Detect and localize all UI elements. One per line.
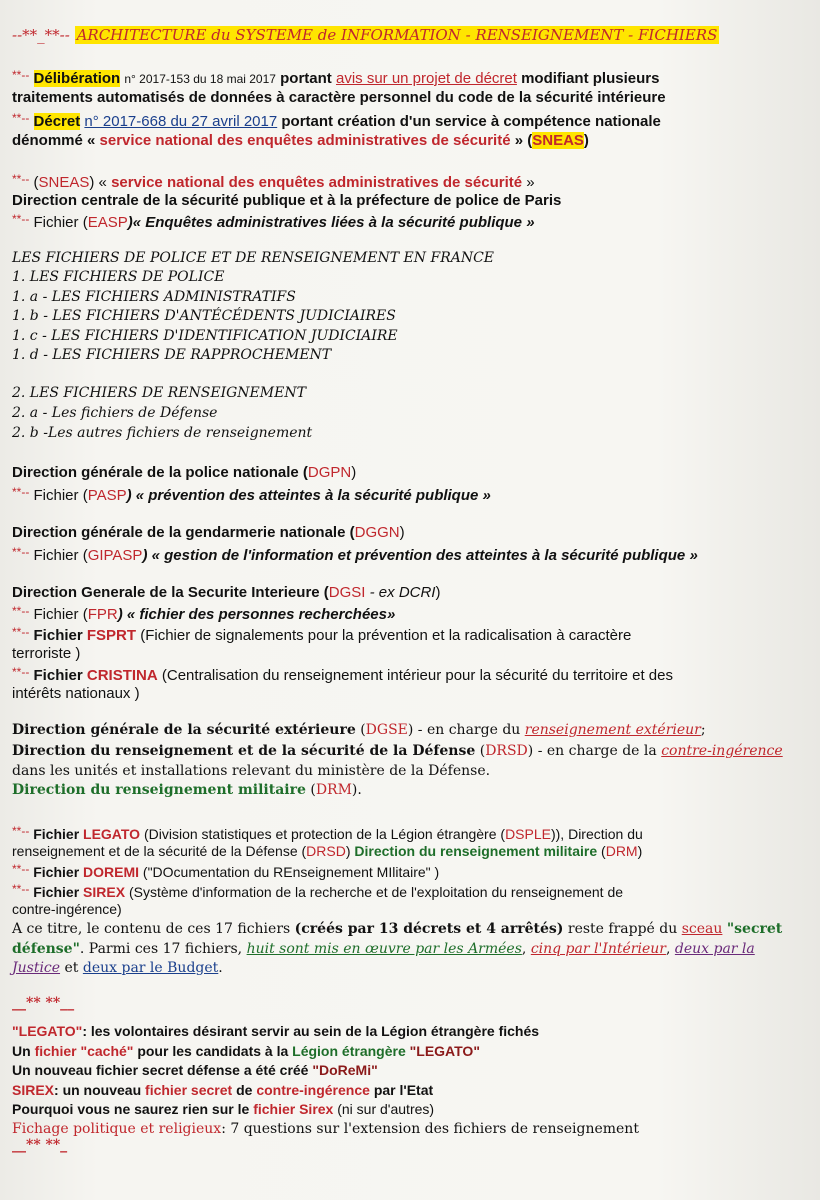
summary-line1: A ce titre, le contenu de ces 17 fichiers (créés par 13 décrets et 4 arrêtés) reste frappé du sceau "secret <box>12 921 783 937</box>
renseignement-exterieur-link[interactable]: renseignement extérieur <box>524 722 701 738</box>
outline-item: 2. a - Les fichiers de Défense <box>12 405 218 421</box>
legato-hidden-headline[interactable]: Un fichier "caché" pour les candidats à la Légion étrangère "LEGATO" <box>12 1043 480 1059</box>
dgsi-title: Direction Generale de la Securite Interieure (DGSI - ex DCRI) <box>12 584 441 601</box>
sirex-line: **-- Fichier SIREX (Système d'information de la recherche et de l'exploitation du renseignement de <box>12 882 624 900</box>
drsd-line: Direction du renseignement et de la sécurité de la Défense (DRSD) - en charge de la contre-ingérence <box>12 743 783 759</box>
sirex-why-headline[interactable]: Pourquoi vous ne saurez rien sur le fichier Sirex (ni sur d'autres) <box>12 1101 435 1117</box>
gipasp-line: **-- Fichier (GIPASP) « gestion de l'information et prévention des atteintes à la sécurité publique » <box>12 545 698 564</box>
sneas-acronym: SNEAS <box>532 132 584 149</box>
sneas-direction: Direction centrale de la sécurité publique et à la préfecture de police de Paris <box>12 192 562 209</box>
sirex-line2: contre-ingérence) <box>12 901 122 917</box>
legato-headline[interactable]: "LEGATO": les volontaires désirant servir au sein de la Légion étrangère fichés <box>12 1023 540 1039</box>
legato-line2: renseignement et de la sécurité de la Défense (DRSD) Direction du renseignement militaire (DRM) <box>12 843 643 859</box>
doremi-headline[interactable]: Un nouveau fichier secret défense a été créé "DoReMi" <box>12 1062 378 1078</box>
decret-link[interactable]: n° 2017-668 du 27 avril 2017 <box>84 113 278 130</box>
fichage-headline[interactable]: Fichage politique et religieux: 7 questions sur l'extension des fichiers de renseignement <box>12 1121 639 1137</box>
sceau-link[interactable]: sceau <box>681 921 723 937</box>
footer-separator: __** **__ <box>12 995 75 1011</box>
deliberation-link[interactable]: avis sur un projet de décret <box>335 70 517 87</box>
dggn-title: Direction générale de la gendarmerie nationale (DGGN) <box>12 524 405 541</box>
pasp-line: **-- Fichier (PASP) « prévention des atteintes à la sécurité publique » <box>12 485 491 504</box>
dgpn-title: Direction générale de la police nationale (DGPN) <box>12 464 357 481</box>
drm-line: Direction du renseignement militaire (DRM). <box>12 782 362 798</box>
outline-item: 1. c - LES FICHIERS D'IDENTIFICATION JUDICIAIRE <box>12 328 398 344</box>
contre-ingerence-link[interactable]: contre-ingérence <box>661 743 783 759</box>
easp-line: **-- Fichier (EASP)« Enquêtes administratives liées à la sécurité publique » <box>12 212 535 231</box>
outline-item: 1. LES FICHIERS DE POLICE <box>12 269 225 285</box>
decret-line: **-- Décret n° 2017-668 du 27 avril 2017 portant création d'un service à compétence nationale <box>12 111 661 130</box>
sneas-line: **-- (SNEAS) « service national des enquêtes administratives de sécurité » <box>12 172 535 191</box>
cristina-line2: intérêts nationaux ) <box>12 685 140 702</box>
header-separator: --**_**-- <box>12 26 70 44</box>
outline-item: 1. a - LES FICHIERS ADMINISTRATIFS <box>12 289 296 305</box>
interieur-link[interactable]: cinq par l'Intérieur <box>530 941 666 957</box>
fsprt-line2: terroriste ) <box>12 645 81 662</box>
deliberation-line2: traitements automatisés de données à caractère personnel du code de la sécurité intérieure <box>12 89 666 106</box>
outline-item: 1. d - LES FICHIERS DE RAPPROCHEMENT <box>12 347 332 363</box>
doremi-line: **-- Fichier DOREMI ("DOcumentation du REnseignement MIlitaire" ) <box>12 862 440 880</box>
outline-title: LES FICHIERS DE POLICE ET DE RENSEIGNEMENT EN FRANCE <box>12 250 495 266</box>
summary-line3: Justice et deux par le Budget. <box>12 960 223 976</box>
dgse-line: Direction générale de la sécurité extérieure (DGSE) - en charge du renseignement extérieur; <box>12 722 706 738</box>
deliberation-label: Délibération <box>33 70 121 87</box>
fpr-line: **-- Fichier (FPR) « fichier des personnes recherchées» <box>12 604 396 623</box>
fsprt-line: **-- Fichier FSPRT (Fichier de signalements pour la prévention et la radicalisation à caractère <box>12 625 632 644</box>
decret-line2: dénommé « service national des enquêtes administratives de sécurité » (SNEAS) <box>12 132 589 149</box>
deliberation-line: **-- Délibération n° 2017-153 du 18 mai 2017 portant avis sur un projet de décret modifiant plusieurs <box>12 68 660 87</box>
armees-link[interactable]: huit sont mis en œuvre par les Armées <box>246 941 522 957</box>
decret-label: Décret <box>33 113 81 130</box>
page-title: ARCHITECTURE du SYSTEME de INFORMATION - RENSEIGNEMENT - FICHIERS <box>76 26 718 44</box>
footer-separator-end: __** **_ <box>12 1137 68 1153</box>
cristina-line: **-- Fichier CRISTINA (Centralisation du renseignement intérieur pour la sécurité du territoire et des <box>12 665 673 684</box>
outline-item: 2. LES FICHIERS DE RENSEIGNEMENT <box>12 385 306 401</box>
drsd-line2: dans les unités et installations relevant du ministère de la Défense. <box>12 763 491 779</box>
summary-line2: défense". Parmi ces 17 fichiers, huit sont mis en œuvre par les Armées, cinq par l'Intérieur, deux par la <box>12 941 755 957</box>
document-header <box>12 26 719 44</box>
justice-link[interactable]: deux par la <box>674 941 755 957</box>
outline-item: 2. b -Les autres fichiers de renseignement <box>12 425 313 441</box>
sirex-headline[interactable]: SIREX: un nouveau fichier secret de contre-ingérence par l'Etat <box>12 1082 434 1098</box>
budget-link[interactable]: deux par le Budget <box>82 960 219 976</box>
legato-line: **-- Fichier LEGATO (Division statistiques et protection de la Légion étrangère (DSPLE)), Direction du <box>12 824 643 842</box>
outline-item: 1. b - LES FICHIERS D'ANTÉCÉDENTS JUDICIAIRES <box>12 308 396 324</box>
